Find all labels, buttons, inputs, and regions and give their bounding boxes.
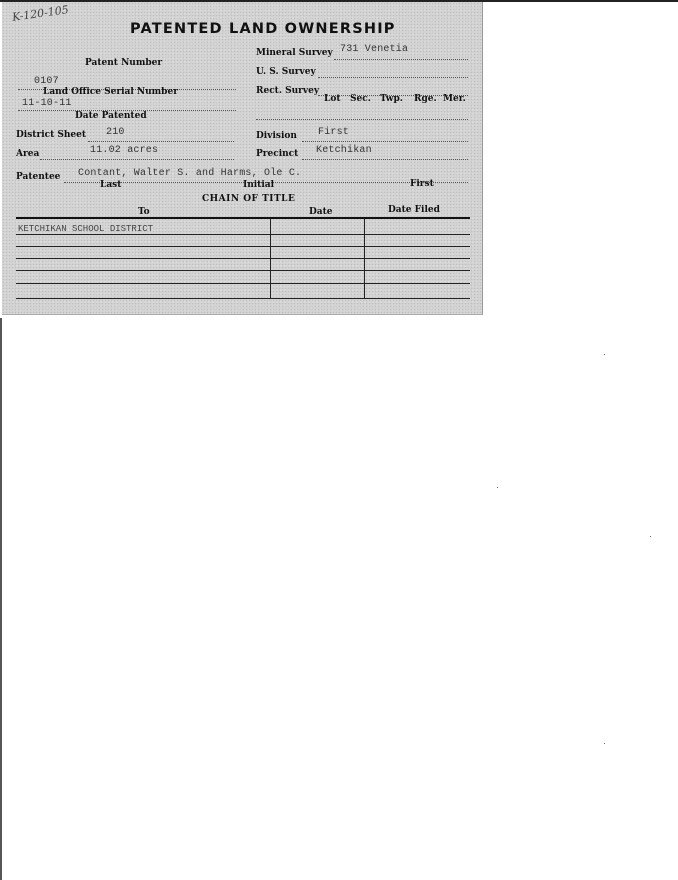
area-label: Area <box>16 149 40 159</box>
chain-col-divider-1 <box>270 219 271 299</box>
chain-row-rule-2 <box>16 246 470 247</box>
chain-col-date: Date <box>309 207 333 217</box>
district-sheet-line <box>88 141 234 142</box>
rect-survey-col-mer: Mer. <box>443 94 466 104</box>
patentee-value: Contant, Walter S. and Harms, Ole C. <box>78 168 302 179</box>
chain-col-date-filed: Date Filed <box>388 205 440 215</box>
rect-survey-col-sec: Sec. <box>350 94 371 104</box>
precinct-value: Ketchikan <box>316 145 372 156</box>
chain-col-divider-2 <box>364 219 365 299</box>
precinct-line <box>302 159 468 160</box>
mineral-survey-value: 731 Venetia <box>340 44 409 55</box>
chain-bottom-rule <box>16 298 470 299</box>
chain-col-to: To <box>138 207 150 217</box>
rect-survey-label: Rect. Survey <box>256 86 320 96</box>
chain-row-1-to: KETCHIKAN SCHOOL DISTRICT <box>18 224 154 234</box>
chain-header-rule <box>16 217 470 219</box>
division-value: First <box>318 127 350 138</box>
chain-row-rule-5 <box>16 283 470 284</box>
chain-row-rule-4 <box>16 270 470 271</box>
precinct-label: Precinct <box>256 149 299 159</box>
patent-number-value: 0107 <box>34 76 59 87</box>
land-ownership-card <box>2 2 483 315</box>
scan-speck <box>650 536 651 537</box>
serial-number-value: 11-10-11 <box>22 98 72 109</box>
chain-row-rule-1 <box>16 234 470 235</box>
division-line <box>302 141 468 142</box>
rect-survey-entry-line <box>256 119 468 120</box>
patentee-sub-first: First <box>410 179 434 189</box>
patent-number-label: Patent Number <box>85 58 163 68</box>
scan-speck <box>497 487 498 488</box>
patentee-label: Patentee <box>16 172 61 182</box>
district-sheet-value: 210 <box>106 127 125 138</box>
mineral-survey-line <box>334 59 468 60</box>
area-value: 11.02 acres <box>90 145 159 156</box>
handwritten-file-number: K-120-105 <box>11 3 70 24</box>
date-patented-label: Date Patented <box>75 111 147 121</box>
us-survey-line <box>318 77 468 78</box>
rect-survey-col-rge: Rge. <box>414 94 437 104</box>
division-label: Division <box>256 131 297 141</box>
serial-number-label: Land Office Serial Number <box>43 87 178 97</box>
scan-border-left <box>0 318 2 880</box>
scan-speck <box>604 354 605 355</box>
mineral-survey-label: Mineral Survey <box>256 48 333 58</box>
district-sheet-label: District Sheet <box>16 130 87 140</box>
rect-survey-col-lot: Lot <box>324 94 341 104</box>
rect-survey-col-twp: Twp. <box>380 94 403 104</box>
scan-speck <box>604 743 605 744</box>
card-title: PATENTED LAND OWNERSHIP <box>130 21 396 37</box>
area-line <box>40 159 234 160</box>
chain-of-title-heading: CHAIN OF TITLE <box>202 194 296 204</box>
chain-row-rule-3 <box>16 258 470 259</box>
patentee-sub-last: Last <box>100 180 122 190</box>
patentee-sub-initial: Initial <box>243 180 274 190</box>
us-survey-label: U. S. Survey <box>256 67 316 77</box>
